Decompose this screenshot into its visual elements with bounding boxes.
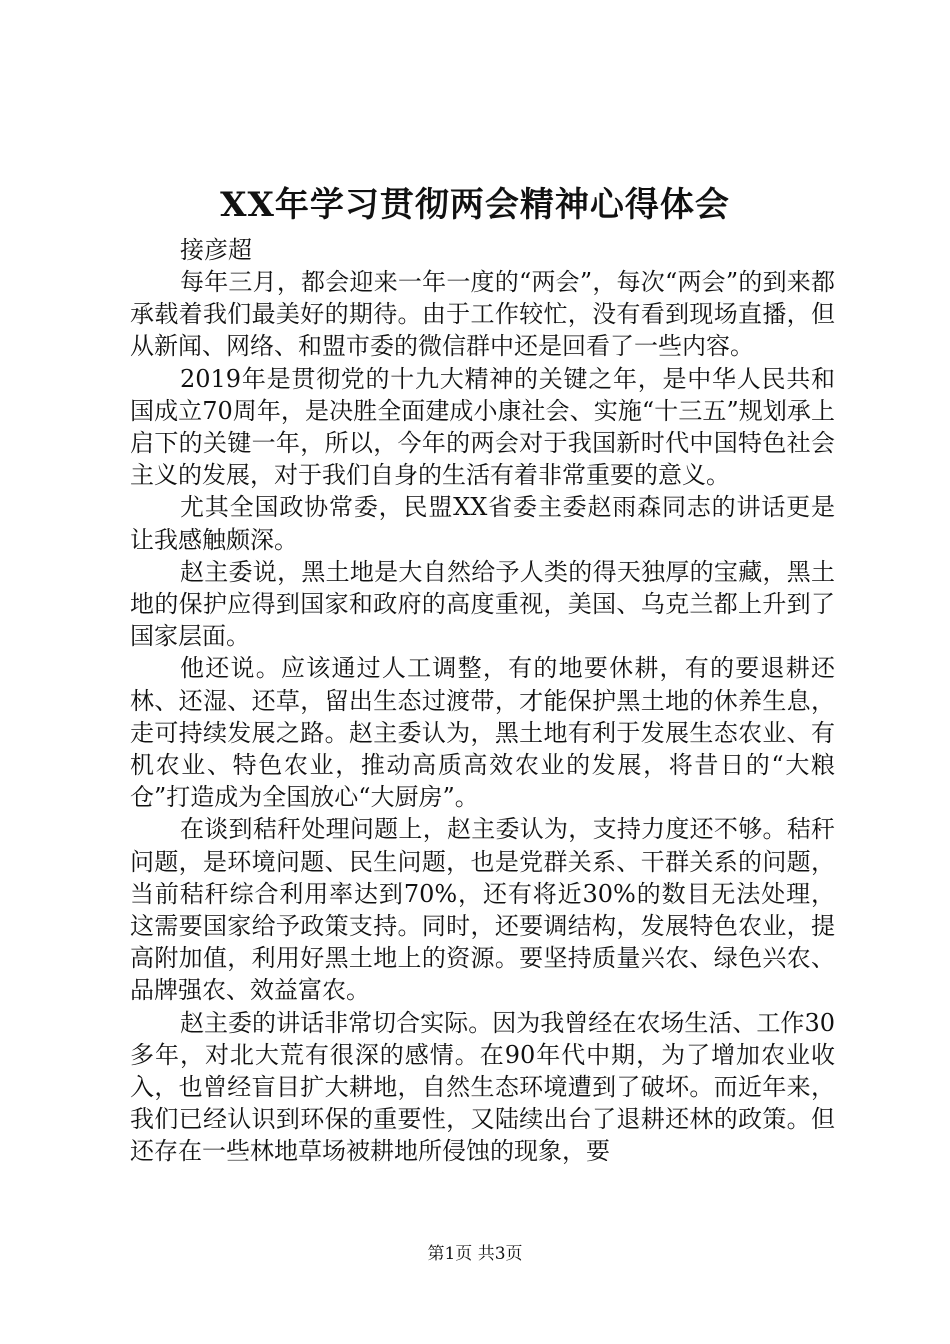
body-paragraph: 尤其全国政协常委，民盟XX省委主委赵雨森同志的讲话更是让我感触颇深。 [130,493,835,554]
body-paragraph: 每年三月，都会迎来一年一度的“两会”，每次“两会”的到来都承载着我们最美好的期待。由于工作较忙，没有看到现场直播，但从新闻、网络、和盟市委的微信群中还是回看了一些内容。 [130,268,835,361]
body-paragraph: 赵主委说，黑土地是大自然给予人类的得天独厚的宝藏，黑土地的保护应得到国家和政府的高度重视，美国、乌克兰都上升到了国家层面。 [130,557,835,651]
author-name: 接彦超 [180,236,252,264]
body-paragraph: 他还说。应该通过人工调整，有的地要休耕，有的要退耕还林、还湿、还草，留出生态过渡带，才能保护黑土地的休养生息，走可持续发展之路。赵主委认为，黑土地有利于发展生态农业、有机农业、特色农业，推动高质高效农业的发展，将昔日的“大粮仓”打造成为全国放心“大厨房”。 [130,654,835,812]
body-paragraph: 2019年是贯彻党的十九大精神的关键之年，是中华人民共和国成立70周年，是决胜全面建成小康社会、实施“十三五”规划承上启下的关键一年，所以，今年的两会对于我国新时代中国特色社会主义的发展，对于我们自身的生活有着非常重要的意义。 [130,364,835,490]
page-number-footer: 第1页 共3页 [427,1244,523,1264]
document-body [130,266,835,1168]
body-paragraph: 在谈到秸秆处理问题上，赵主委认为，支持力度还不够。秸秆问题，是环境问题、民生问题，也是党群关系、干群关系的问题，当前秸秆综合利用率达到70%，还有将近30%的数目无法处理，这需要国家给予政策支持。同时，还要调结构，发展特色农业，提高附加值，利用好黑土地上的资源。要坚持质量兴农、绿色兴农、品牌强农、效益富农。 [130,815,835,1005]
document-title: XX年学习贯彻两会精神心得体会 [220,185,730,225]
body-paragraph: 赵主委的讲话非常切合实际。因为我曾经在农场生活、工作30多年，对北大荒有很深的感情。在90年代中期，为了增加农业收入，也曾经盲目扩大耕地，自然生态环境遭到了破坏。而近年来，我们已经认识到环保的重要性，又陆续出台了退耕还林的政策。但还存在一些林地草场被耕地所侵蚀的现象，要 [130,1008,835,1166]
